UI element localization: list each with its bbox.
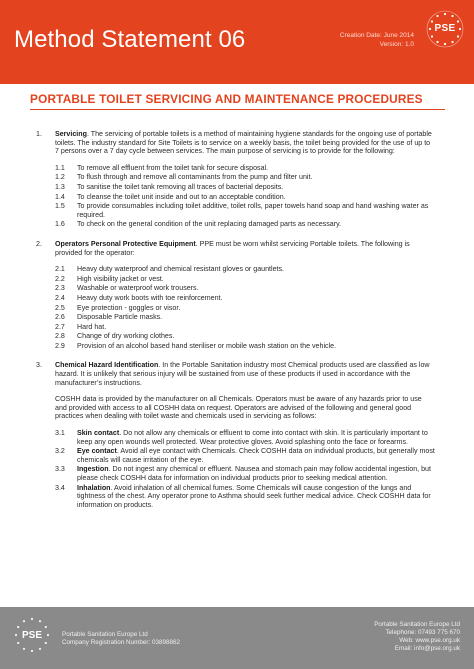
list-item: 2.9 Provision of an alcohol based hand steriliser or mobile wash station on the vehicle. bbox=[55, 341, 337, 350]
list-item: 1.5 To provide consumables including toilet additive, toilet rolls, paper towels hand soap and hand washing water as required. bbox=[55, 202, 429, 219]
section-intro: Operators Personal Protective Equipment. PPE must be worn whilst servicing Portable toilets. The following is provided for the operator: bbox=[55, 239, 410, 257]
creation-date: Creation Date: June 2014 bbox=[339, 32, 414, 39]
document-content bbox=[0, 130, 474, 510]
list-item: 2.2 High visibility jacket or vest. bbox=[55, 274, 164, 283]
header-meta bbox=[340, 32, 414, 49]
list-item: 3.4 Inhalation. Avoid inhalation of all chemical fumes. Some Chemicals will cause congestion of the lungs and tightness of the chest. Any operator prone to Asthma should seek further medical advice. Check COSHH data for information on products. bbox=[55, 483, 431, 509]
list-item: 2.4 Heavy duty work boots with toe reinforcement. bbox=[55, 293, 223, 302]
section-heading: Chemical Hazard Identification bbox=[55, 361, 159, 370]
section-heading: Operators Personal Protective Equipment bbox=[55, 239, 196, 248]
footer bbox=[0, 607, 474, 669]
footer-company-info: Portable Sanitation Europe Ltd Company Registration Number: 03898862 bbox=[62, 631, 180, 646]
list-item: 2.3 Washable or waterproof work trousers. bbox=[55, 284, 199, 293]
version: Version: 1.0 bbox=[379, 40, 414, 48]
list-item: 3.3 Ingestion. Do not ingest any chemical or effluent. Nausea and stomach pain may follow accidental ingestion, but please check COSHH data for information on individual products prior to seeking medical attention. bbox=[55, 465, 431, 482]
header-title: Method Statement 06 bbox=[14, 26, 246, 53]
section-intro: Chemical Hazard Identification. In the Portable Sanitation industry most Chemical products used are classified as low hazard. It is unlikely that serious injury will be sustained from use of these products if used in accordance with the manufacturer’s instructions. bbox=[55, 361, 430, 387]
document-title: PORTABLE TOILET SERVICING AND MAINTENANCE PROCEDURES bbox=[30, 92, 423, 106]
list-item: 1.4 To cleanse the toilet unit inside and out to an acceptable condition. bbox=[55, 192, 286, 201]
list-item: 1.6 To check on the general condition of the unit replacing damaged parts as necessary. bbox=[55, 220, 342, 229]
footer-pse-logo bbox=[12, 615, 52, 655]
footer-logo-text: PSE bbox=[21, 630, 42, 641]
list-item: 2.1 Heavy duty waterproof and chemical resistant gloves or gauntlets. bbox=[55, 265, 285, 274]
pse-logo bbox=[426, 10, 464, 48]
list-item: 3.2 Eye contact. Avoid all eye contact with Chemicals. Check COSHH data on individual products, but generally most chemicals will cause irritation of the eye. bbox=[55, 447, 435, 464]
section-intro: Servicing. The servicing of portable toilets is a method of maintaining hygiene standards for the ongoing use of portable toilets. The industry standard for Site Toilets is to service on a weekly basis, the toilet being provided for the use of up to 7 persons over a 7 day cycle between services. The main purpose of servicing is to provide for the following: bbox=[55, 130, 432, 156]
section-number: 2. bbox=[36, 239, 42, 248]
section-ppe bbox=[36, 240, 436, 351]
section-number: 1. bbox=[36, 130, 42, 138]
section-heading: Servicing bbox=[55, 130, 87, 138]
logo-text: PSE bbox=[434, 23, 456, 34]
list-item: 1.3 To sanitise the toilet tank removing all traces of bacterial deposits. bbox=[55, 182, 284, 191]
section-number: 3. bbox=[36, 361, 42, 370]
list-item: 1.1 To remove all effluent from the toilet tank for secure disposal. bbox=[55, 163, 269, 172]
header-banner bbox=[0, 0, 474, 84]
section-paragraph: COSHH data is provided by the manufacturer on all Chemicals. Operators must be aware of any hazards prior to use and provided with access to all COSHH data on request. Operators are advised of the following and general good practices when dealing with toilet waste and chemicals used in servicing as follows: bbox=[55, 395, 422, 421]
footer-contact-info: Portable Sanitation Europe Ltd Telephone: 07493 775 670 Web: www.pse.org.uk Email: info@pse.org.uk bbox=[374, 621, 460, 652]
list-item: 3.1 Skin contact. Do not allow any chemicals or effluent to come into contact with skin. It is particularly important to keep any open wounds well protected. Wear protective gloves. Avoid splashing onto the face or forearms. bbox=[55, 429, 428, 446]
title-divider bbox=[30, 109, 445, 110]
list-item: 2.7 Hard hat. bbox=[55, 322, 107, 331]
list-item: 1.2 To flush through and remove all contaminants from the pump and filter unit. bbox=[55, 173, 313, 182]
list-item: 2.5 Eye protection - goggles or visor. bbox=[55, 303, 181, 312]
section-servicing bbox=[36, 130, 436, 229]
list-item: 2.6 Disposable Particle masks. bbox=[55, 313, 163, 322]
section-chemical-hazard bbox=[36, 361, 436, 509]
list-item: 2.8 Change of dry working clothes. bbox=[55, 332, 175, 341]
